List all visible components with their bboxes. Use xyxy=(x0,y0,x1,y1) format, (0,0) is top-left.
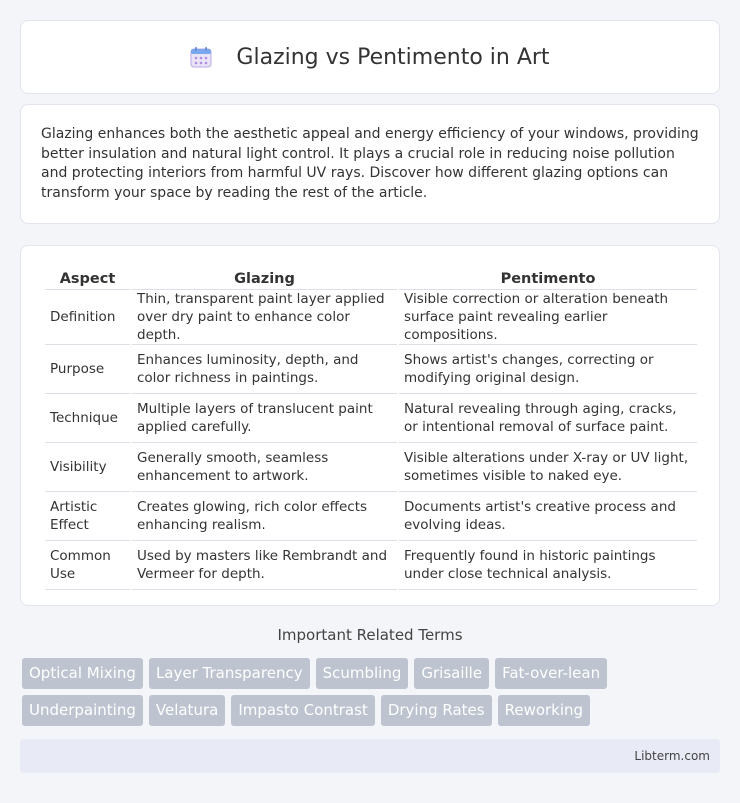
title-card xyxy=(20,20,720,94)
footer xyxy=(20,739,720,773)
related-term-tag[interactable]: Underpainting xyxy=(22,695,143,726)
table-row xyxy=(45,290,697,345)
related-terms-list xyxy=(22,658,722,726)
column-header-aspect: Aspect xyxy=(45,266,130,290)
related-term-tag[interactable]: Fat-over-lean xyxy=(495,658,607,689)
row-aspect-cell: Common Use xyxy=(45,541,130,590)
row-glazing-cell: Used by masters like Rembrandt and Vermeer for depth. xyxy=(132,541,397,590)
related-term-tag[interactable]: Velatura xyxy=(149,695,225,726)
intro-paragraph: Glazing enhances both the aesthetic appeal and energy efficiency of your windows, providing better insulation and natural light control. It plays a crucial role in reducing noise pollution and protecting interiors from harmful UV rays. Discover how different glazing options can transform your space by reading the rest of the article. xyxy=(41,126,699,201)
row-glazing-cell: Generally smooth, seamless enhancement to artwork. xyxy=(132,443,397,492)
footer-site-link[interactable]: Libterm.com xyxy=(634,749,710,763)
table-row xyxy=(45,394,697,443)
related-term-tag[interactable]: Layer Transparency xyxy=(149,658,310,689)
table-header-row xyxy=(45,266,697,290)
related-term-tag[interactable]: Scumbling xyxy=(316,658,409,689)
row-aspect-cell: Visibility xyxy=(45,443,130,492)
column-header-pentimento: Pentimento xyxy=(399,266,697,290)
table-row xyxy=(45,541,697,590)
row-pentimento-cell: Shows artist's changes, correcting or modifying original design. xyxy=(399,345,697,394)
related-term-tag[interactable]: Optical Mixing xyxy=(22,658,143,689)
related-term-tag[interactable]: Drying Rates xyxy=(381,695,492,726)
intro-card xyxy=(20,104,720,224)
related-term-tag[interactable]: Grisaille xyxy=(414,658,489,689)
column-header-glazing: Glazing xyxy=(132,266,397,290)
row-aspect-cell: Technique xyxy=(45,394,130,443)
related-terms-heading: Important Related Terms xyxy=(277,626,463,644)
row-pentimento-cell: Visible alterations under X-ray or UV light, sometimes visible to naked eye. xyxy=(399,443,697,492)
row-pentimento-cell: Frequently found in historic paintings under close technical analysis. xyxy=(399,541,697,590)
row-glazing-cell: Enhances luminosity, depth, and color richness in paintings. xyxy=(132,345,397,394)
row-glazing-cell: Thin, transparent paint layer applied over dry paint to enhance color depth. xyxy=(132,290,397,345)
row-aspect-cell: Definition xyxy=(45,290,130,345)
row-pentimento-cell: Documents artist's creative process and evolving ideas. xyxy=(399,492,697,541)
comparison-table xyxy=(43,266,699,590)
table-row xyxy=(45,443,697,492)
row-pentimento-cell: Visible correction or alteration beneath surface paint revealing earlier compositions. xyxy=(399,290,697,345)
comparison-table-card xyxy=(20,245,720,606)
table-row xyxy=(45,345,697,394)
row-glazing-cell: Multiple layers of translucent paint applied carefully. xyxy=(132,394,397,443)
row-glazing-cell: Creates glowing, rich color effects enhancing realism. xyxy=(132,492,397,541)
row-aspect-cell: Purpose xyxy=(45,345,130,394)
related-term-tag[interactable]: Reworking xyxy=(498,695,590,726)
related-term-tag[interactable]: Impasto Contrast xyxy=(231,695,375,726)
calendar-icon xyxy=(190,46,212,68)
page-title: Glazing vs Pentimento in Art xyxy=(236,44,550,70)
table-row xyxy=(45,492,697,541)
row-pentimento-cell: Natural revealing through aging, cracks, or intentional removal of surface paint. xyxy=(399,394,697,443)
row-aspect-cell: Artistic Effect xyxy=(45,492,130,541)
